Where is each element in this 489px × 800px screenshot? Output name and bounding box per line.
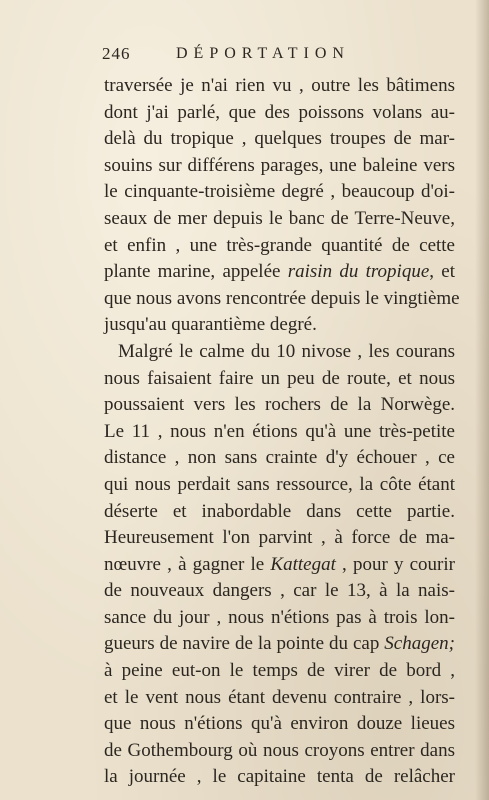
text-line: dont j'ai parlé, que des poissons volans au- bbox=[104, 101, 455, 123]
text-line: qui nous perdait sans ressource, la côte étant bbox=[104, 473, 455, 495]
page-gutter-shadow bbox=[475, 0, 489, 800]
text-line: Heureusement l'on parvint , à force de ma- bbox=[104, 527, 455, 549]
text-line: souins sur différens parages, une baleine vers bbox=[104, 154, 455, 176]
text-line: à peine eut-on le temps de virer de bord , bbox=[104, 660, 455, 682]
italic-place-name: Schagen; bbox=[384, 633, 455, 655]
text-line: de nouveaux dangers , car le 13, à la nais- bbox=[104, 580, 455, 602]
text-line: le cinquante-troisième degré , beaucoup d'oi- bbox=[104, 181, 455, 203]
text-line: gueurs de navire de la pointe du cap Schagen; bbox=[104, 633, 455, 655]
text-line: que nous avons rencontrée depuis le vingtième bbox=[104, 287, 460, 309]
running-title: DÉPORTATION bbox=[176, 45, 350, 62]
text-line: Le 11 , nous n'en étions qu'à une très-petite bbox=[104, 420, 455, 442]
paragraph-start-line: Malgré le calme du 10 nivose , les courans bbox=[118, 340, 455, 362]
text-line: traversée je n'ai rien vu , outre les bâtimens bbox=[104, 75, 455, 96]
text-line: nœuvre , à gagner le Kattegat , pour y courir bbox=[104, 553, 455, 575]
text-line: de Gothembourg où nous croyons entrer dans bbox=[104, 739, 455, 761]
text-line: la journée , le capitaine tenta de relâcher bbox=[104, 766, 455, 788]
text-line: sance du jour , nous n'étions pas à trois lon- bbox=[104, 606, 455, 628]
text-line: jusqu'au quarantième degré. bbox=[104, 314, 317, 336]
text-line: nous faisaient faire un peu de route, et nous bbox=[104, 367, 455, 389]
running-header bbox=[102, 44, 392, 66]
text-line: que nous n'étions qu'à environ douze lieues bbox=[104, 713, 455, 735]
text-line: déserte et inabordable dans cette partie. bbox=[104, 500, 455, 522]
italic-place-name: Kattegat bbox=[270, 553, 336, 575]
page-number: 246 bbox=[102, 44, 131, 63]
italic-phrase: raisin du tropique bbox=[287, 261, 430, 283]
body-text bbox=[104, 73, 460, 791]
text-line: poussaient vers les rochers de la Norwège. bbox=[104, 394, 455, 416]
text-line: plante marine, appelée raisin du tropique, et bbox=[104, 261, 455, 283]
text-line: seaux de mer depuis le banc de Terre-Neuve, bbox=[104, 207, 455, 229]
text-line: delà du tropique , quelques troupes de mar- bbox=[104, 128, 455, 150]
text-line: et le vent nous étant devenu contraire , lors- bbox=[104, 686, 455, 708]
text-line: distance , non sans crainte d'y échouer , ce bbox=[104, 447, 455, 469]
text-line: et enfin , une très-grande quantité de cette bbox=[104, 234, 455, 256]
